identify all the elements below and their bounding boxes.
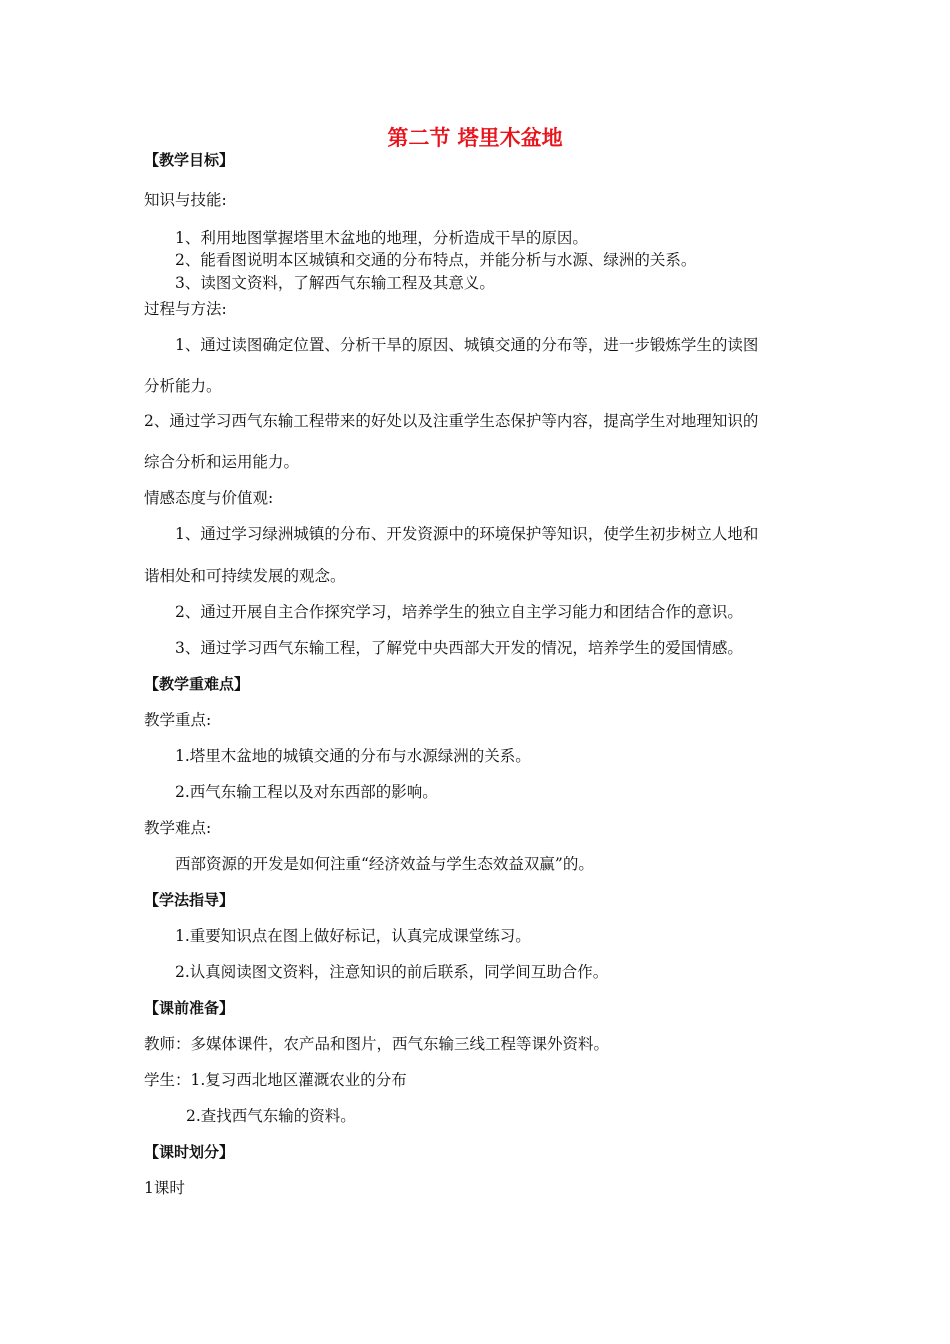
page-title: 第二节 塔里木盆地 xyxy=(387,126,563,150)
difficulty-heading: 教学难点: xyxy=(144,819,212,837)
process-item: 2、通过学习西气东输工程带来的好处以及注重学生态保护等内容，提高学生对地理知识的 xyxy=(144,412,759,430)
emotion-item: 1、通过学习绿洲城镇的分布、开发资源中的环境保护等知识，使学生初步树立人地和 xyxy=(175,525,759,543)
focus-item: 2.西气东输工程以及对东西部的影响。 xyxy=(175,783,438,801)
objectives-heading: 【教学目标】 xyxy=(144,151,235,169)
hours-text: 1课时 xyxy=(144,1179,185,1197)
method-item: 2.认真阅读图文资料，注意知识的前后联系，同学间互助合作。 xyxy=(175,963,609,981)
emotion-item: 3、通过学习西气东输工程，了解党中央西部大开发的情况，培养学生的爱国情感。 xyxy=(175,639,743,657)
knowledge-heading: 知识与技能: xyxy=(144,191,227,209)
focus-heading: 教学重点: xyxy=(144,711,212,729)
process-heading: 过程与方法: xyxy=(144,300,227,318)
method-heading: 【学法指导】 xyxy=(144,891,235,909)
prep-heading: 【课前准备】 xyxy=(144,999,235,1017)
process-item: 综合分析和运用能力。 xyxy=(144,453,300,471)
keypoints-heading: 【教学重难点】 xyxy=(144,675,250,693)
method-item: 1.重要知识点在图上做好标记，认真完成课堂练习。 xyxy=(175,927,531,945)
knowledge-item: 1、利用地图掌握塔里木盆地的地理，分析造成干旱的原因。 xyxy=(175,229,588,247)
knowledge-item: 3、读图文资料，了解西气东输工程及其意义。 xyxy=(175,274,495,292)
prep-student: 学生：1.复习西北地区灌溉农业的分布 xyxy=(144,1071,407,1089)
emotion-heading: 情感态度与价值观: xyxy=(144,489,274,507)
hours-heading: 【课时划分】 xyxy=(144,1143,235,1161)
prep-teacher: 教师：多媒体课件，农产品和图片，西气东输三线工程等课外资料。 xyxy=(144,1035,610,1053)
difficulty-text: 西部资源的开发是如何注重“经济效益与学生态效益双赢”的。 xyxy=(175,855,594,873)
emotion-item: 2、通过开展自主合作探究学习，培养学生的独立自主学习能力和团结合作的意识。 xyxy=(175,603,743,621)
emotion-item: 谐相处和可持续发展的观念。 xyxy=(144,567,346,585)
process-item: 分析能力。 xyxy=(144,377,222,395)
knowledge-item: 2、能看图说明本区城镇和交通的分布特点，并能分析与水源、绿洲的关系。 xyxy=(175,251,697,269)
focus-item: 1.塔里木盆地的城镇交通的分布与水源绿洲的关系。 xyxy=(175,747,531,765)
process-item: 1、通过读图确定位置、分析干旱的原因、城镇交通的分布等，进一步锻炼学生的读图 xyxy=(175,336,759,354)
prep-student: 2.查找西气东输的资料。 xyxy=(186,1107,356,1125)
